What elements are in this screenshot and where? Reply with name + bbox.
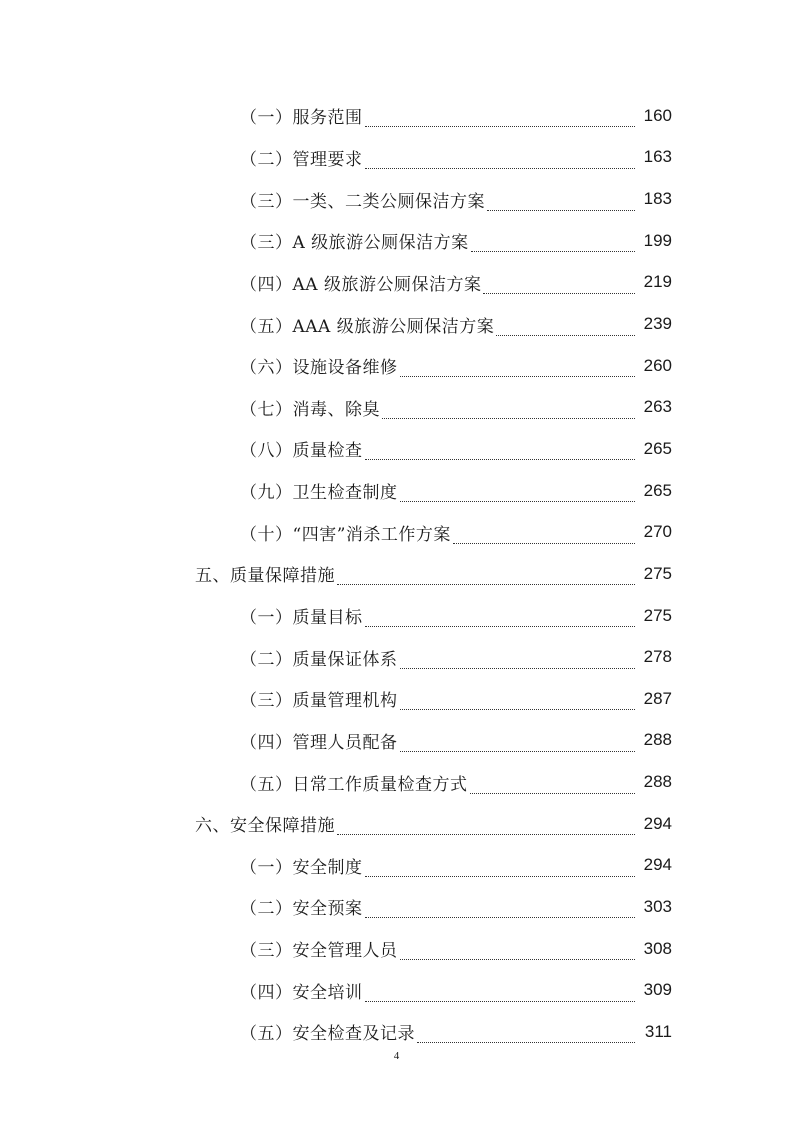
- dot-leader: [400, 947, 636, 960]
- toc-entry-title: （七）消毒、除臭: [240, 399, 380, 420]
- toc-entry-page-number: 278: [643, 647, 672, 667]
- toc-entry[interactable]: [0, 761, 793, 803]
- dot-leader: [400, 697, 636, 710]
- toc-entry-page-number: 303: [643, 896, 672, 916]
- dot-leader: [471, 239, 635, 252]
- toc-entry-title: （五）AAA 级旅游公厕保洁方案: [240, 316, 495, 337]
- dot-leader: [365, 447, 636, 460]
- toc-entry-page-number: 265: [643, 438, 672, 458]
- toc-entry-title: （五）安全检查及记录: [240, 1024, 415, 1045]
- dot-leader: [365, 156, 636, 169]
- toc-entry[interactable]: [0, 178, 793, 220]
- dot-leader: [365, 114, 636, 127]
- toc-entry-page-number: 163: [643, 147, 672, 167]
- toc-entry-title: （九）卫生检查制度: [240, 483, 398, 504]
- toc-entry-title: 六、安全保障措施: [195, 816, 335, 837]
- toc-entry-title: （四）安全培训: [240, 982, 363, 1003]
- toc-entry[interactable]: [0, 1011, 793, 1053]
- toc-entry-page-number: 288: [643, 730, 672, 750]
- toc-entry-page-number: 311: [644, 1021, 672, 1041]
- toc-entry-title: （一）安全制度: [240, 857, 363, 878]
- toc-entry-title: 五、质量保障措施: [195, 566, 335, 587]
- toc-entry-page-number: 287: [643, 688, 672, 708]
- toc-entry-page-number: 275: [643, 605, 672, 625]
- dot-leader: [417, 1030, 635, 1043]
- toc-entry-title: （二）质量保证体系: [240, 649, 398, 670]
- toc-entry[interactable]: [0, 428, 793, 470]
- toc-entry[interactable]: [0, 845, 793, 887]
- dot-leader: [337, 822, 635, 835]
- toc-entry-title: （一）服务范围: [240, 108, 363, 129]
- toc-entry-title: （三）一类、二类公厕保洁方案: [240, 191, 485, 212]
- toc-entry-page-number: 199: [643, 230, 672, 250]
- toc-entry[interactable]: [0, 928, 793, 970]
- toc-entry[interactable]: [0, 220, 793, 262]
- toc-entry[interactable]: [0, 345, 793, 387]
- toc-entry[interactable]: [0, 595, 793, 637]
- toc-entry-title: （三）安全管理人员: [240, 941, 398, 962]
- dot-leader: [470, 781, 636, 794]
- dot-leader: [400, 656, 636, 669]
- toc-entry-page-number: 183: [643, 189, 672, 209]
- toc-entry[interactable]: [0, 678, 793, 720]
- toc-entry-title: （四）AA 级旅游公厕保洁方案: [240, 274, 482, 295]
- toc-entry-page-number: 309: [643, 980, 672, 1000]
- toc-entry-page-number: 288: [643, 772, 672, 792]
- table-of-contents: [0, 95, 793, 1053]
- toc-entry-page-number: 294: [643, 855, 672, 875]
- dot-leader: [487, 198, 635, 211]
- toc-entry-page-number: 275: [643, 563, 672, 583]
- toc-entry[interactable]: [0, 553, 793, 595]
- toc-entry[interactable]: [0, 386, 793, 428]
- toc-entry-page-number: 294: [643, 813, 672, 833]
- toc-entry[interactable]: [0, 803, 793, 845]
- toc-entry[interactable]: [0, 262, 793, 304]
- toc-entry-page-number: 160: [643, 105, 672, 125]
- toc-entry[interactable]: [0, 886, 793, 928]
- dot-leader: [365, 614, 636, 627]
- dot-leader: [382, 406, 635, 419]
- toc-entry-title: （四）管理人员配备: [240, 732, 398, 753]
- toc-entry[interactable]: [0, 470, 793, 512]
- toc-entry-page-number: 265: [643, 480, 672, 500]
- toc-entry-page-number: 263: [643, 397, 672, 417]
- toc-entry-page-number: 219: [643, 272, 672, 292]
- toc-entry-page-number: 308: [643, 938, 672, 958]
- dot-leader: [365, 905, 636, 918]
- toc-entry-title: （一）质量目标: [240, 608, 363, 628]
- toc-entry-title: （三）A 级旅游公厕保洁方案: [240, 233, 469, 254]
- dot-leader: [400, 364, 636, 377]
- toc-entry[interactable]: [0, 720, 793, 762]
- dot-leader: [453, 531, 635, 544]
- toc-entry-title: （二）管理要求: [240, 149, 363, 170]
- toc-entry[interactable]: [0, 137, 793, 179]
- toc-entry-title: （十）“四害”消杀工作方案: [240, 524, 451, 545]
- dot-leader: [365, 864, 636, 877]
- dot-leader: [400, 489, 636, 502]
- toc-entry-page-number: 239: [643, 314, 672, 334]
- dot-leader: [496, 323, 635, 336]
- toc-entry[interactable]: [0, 511, 793, 553]
- dot-leader: [337, 572, 635, 585]
- toc-entry-page-number: 270: [643, 522, 672, 542]
- dot-leader: [365, 989, 636, 1002]
- toc-entry-page-number: 260: [643, 355, 672, 375]
- toc-entry[interactable]: [0, 636, 793, 678]
- page-number: 4: [393, 1050, 400, 1062]
- toc-entry-title: （五）日常工作质量检查方式: [240, 774, 468, 795]
- dot-leader: [400, 739, 636, 752]
- toc-entry-title: （二）安全预案: [240, 899, 363, 920]
- toc-entry-title: （六）设施设备维修: [240, 358, 398, 379]
- dot-leader: [483, 281, 635, 294]
- toc-entry-title: （三）质量管理机构: [240, 691, 398, 712]
- toc-entry-title: （八）质量检查: [240, 441, 363, 462]
- toc-entry[interactable]: [0, 95, 793, 137]
- toc-entry[interactable]: [0, 303, 793, 345]
- toc-entry[interactable]: [0, 969, 793, 1011]
